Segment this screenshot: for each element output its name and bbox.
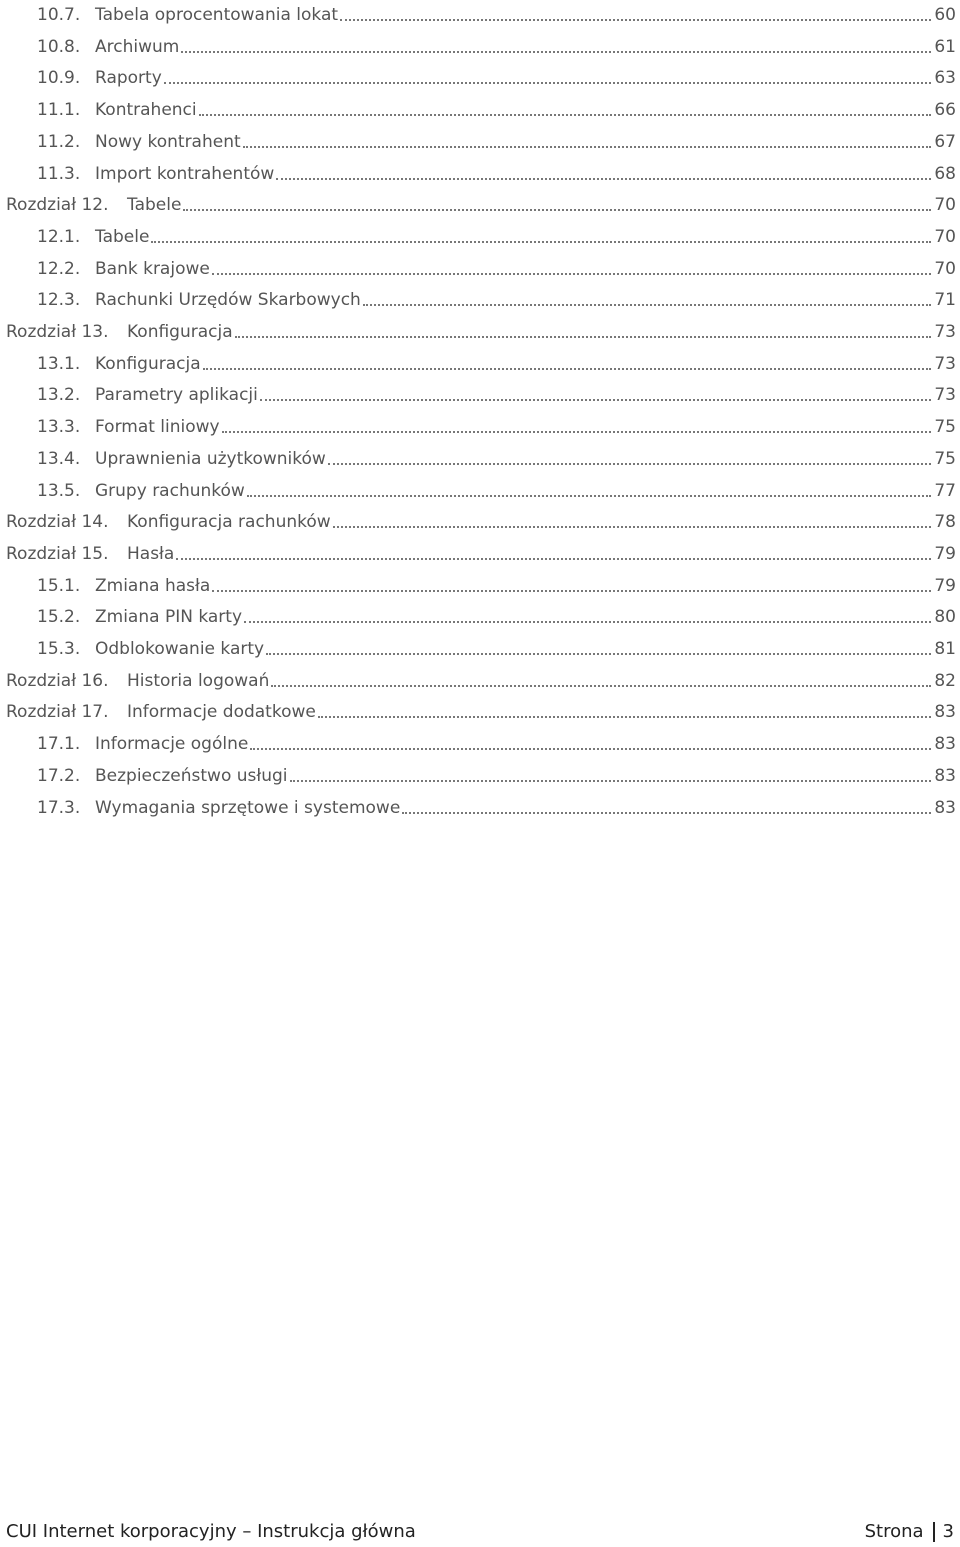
toc-row [0, 380, 960, 412]
toc-dot-leader [181, 51, 931, 53]
footer-page-indicator [865, 1518, 954, 1546]
toc-entry-number: 12.1. [37, 226, 81, 247]
toc-entry-title: Historia logowań [127, 670, 270, 691]
toc-row [0, 412, 960, 444]
toc-chapter-link[interactable] [6, 697, 956, 723]
toc-section-link[interactable] [37, 634, 956, 660]
footer-document-title: CUI Internet korporacyjny – Instrukcja główna [6, 1521, 416, 1542]
toc-row [0, 634, 960, 666]
toc-entry-title: Tabele [95, 226, 150, 247]
toc-entry-number: 11.3. [37, 163, 81, 184]
toc-entry-page: 80 [934, 607, 956, 628]
toc-row [0, 761, 960, 793]
toc-entry-title: Raporty [95, 68, 162, 89]
toc-row [0, 507, 960, 539]
toc-section-link[interactable] [37, 380, 956, 406]
toc-section-link[interactable] [37, 63, 956, 89]
toc-entry-title: Konfiguracja rachunków [127, 512, 331, 533]
toc-entry-number: 13.5. [37, 480, 81, 501]
toc-entry-number: 13.3. [37, 417, 81, 438]
toc-dot-leader [271, 685, 931, 687]
toc-entry-title: Nowy kontrahent [95, 131, 241, 152]
toc-row [0, 32, 960, 64]
toc-dot-leader [203, 368, 932, 370]
toc-dot-leader [290, 780, 932, 782]
toc-section-link[interactable] [37, 729, 956, 755]
toc-entry-number: 11.2. [37, 131, 81, 152]
toc-chapter-link[interactable] [6, 507, 956, 533]
toc-entry-page: 73 [934, 353, 956, 374]
toc-section-link[interactable] [37, 444, 956, 470]
toc-entry-number: 17.3. [37, 797, 81, 818]
toc-dot-leader [247, 495, 932, 497]
toc-dot-leader [243, 146, 932, 148]
toc-row [0, 697, 960, 729]
toc-entry-title: Konfiguracja [127, 322, 233, 342]
toc-section-link[interactable] [37, 159, 956, 185]
toc-dot-leader [266, 653, 931, 655]
toc-row [0, 539, 960, 571]
toc-entry-title: Kontrahenci [95, 100, 197, 121]
toc-entry-title: Informacje ogólne [95, 734, 249, 755]
toc-section-link[interactable] [37, 476, 956, 502]
toc-row [0, 729, 960, 761]
toc-row [0, 127, 960, 159]
toc-row [0, 349, 960, 381]
toc-dot-leader [164, 82, 932, 84]
toc-entry-number: Rozdział 12. [6, 195, 109, 216]
toc-entry-number: 13.2. [37, 385, 81, 406]
toc-dot-leader [318, 716, 932, 718]
toc-dot-leader [222, 431, 932, 433]
toc-entry-number: 15.3. [37, 639, 81, 659]
toc-dot-leader [176, 558, 931, 560]
toc-entry-title: Zmiana PIN karty [95, 607, 243, 628]
toc-entry-number: 12.2. [37, 258, 81, 279]
toc-dot-leader [244, 621, 931, 623]
toc-entry-page: 67 [934, 131, 956, 152]
toc-section-link[interactable] [37, 412, 956, 438]
toc-entry-number: Rozdział 16. [6, 670, 109, 691]
toc-entry-page: 79 [934, 543, 956, 564]
toc-entry-number: Rozdział 15. [6, 543, 109, 564]
toc-chapter-link[interactable] [6, 317, 956, 343]
toc-row [0, 95, 960, 127]
toc-row [0, 63, 960, 95]
toc-entry-page: 78 [934, 512, 956, 533]
toc-dot-leader [235, 336, 932, 338]
footer-page-label: Strona [864, 1521, 924, 1542]
toc-entry-number: 13.4. [37, 448, 81, 469]
toc-row [0, 222, 960, 254]
toc-section-link[interactable] [37, 349, 956, 375]
toc-entry-number: 15.2. [37, 607, 81, 628]
toc-dot-leader [183, 209, 931, 211]
toc-row [0, 571, 960, 603]
toc-entry-number: Rozdział 17. [6, 702, 109, 723]
toc-entry-page: 70 [934, 195, 956, 216]
toc-dot-leader [333, 526, 932, 528]
toc-entry-page: 66 [934, 100, 956, 121]
toc-row [0, 602, 960, 634]
toc-entry-number: 10.8. [37, 36, 81, 57]
toc-entry-page: 79 [934, 575, 956, 596]
toc-entry-page: 60 [934, 5, 956, 25]
toc-section-link[interactable] [37, 127, 956, 153]
toc-entry-title: Parametry aplikacji [95, 385, 258, 406]
toc-entry-page: 81 [934, 639, 956, 659]
toc-section-link[interactable] [37, 222, 956, 248]
toc-row [0, 254, 960, 286]
toc-entry-page: 83 [934, 765, 956, 786]
toc-entry-title: Tabele [127, 195, 182, 216]
toc-row [0, 285, 960, 317]
toc-entry-page: 83 [934, 702, 956, 723]
toc-dot-leader [212, 273, 932, 275]
footer-page-number: 3 [942, 1521, 954, 1542]
toc-section-link[interactable] [37, 602, 956, 628]
toc-dot-leader [199, 114, 932, 116]
toc-entry-page: 75 [934, 448, 956, 469]
toc-entry-page: 70 [934, 258, 956, 279]
toc-entry-page: 70 [934, 226, 956, 247]
toc-dot-leader [363, 304, 932, 306]
footer-separator [933, 1522, 935, 1542]
toc-row [0, 190, 960, 222]
toc-row [0, 159, 960, 191]
toc-entry-page: 73 [934, 385, 956, 406]
toc-dot-leader [276, 178, 931, 180]
toc-row [0, 444, 960, 476]
toc-entry-page: 71 [934, 290, 956, 311]
toc-entry-number: 12.3. [37, 290, 81, 311]
toc-dot-leader [402, 812, 931, 814]
toc-entry-number: 15.1. [37, 575, 81, 596]
toc-entry-title: Hasła [127, 543, 175, 564]
page-footer [0, 1518, 960, 1546]
toc-row [0, 793, 960, 825]
toc-section-link[interactable] [37, 32, 956, 58]
toc-chapter-link[interactable] [6, 190, 956, 216]
toc-entry-number: Rozdział 14. [6, 512, 109, 533]
toc-entry-page: 73 [934, 322, 956, 342]
toc-section-link[interactable] [37, 761, 956, 787]
toc-section-link[interactable] [37, 254, 956, 280]
toc-entry-number: 11.1. [37, 100, 81, 121]
toc-entry-title: Wymagania sprzętowe i systemowe [95, 797, 401, 818]
toc-entry-title: Bank krajowe [95, 258, 210, 279]
toc-row [0, 0, 960, 32]
toc-entry-page: 61 [934, 36, 956, 57]
toc-section-link[interactable] [37, 793, 956, 819]
toc-row [0, 317, 960, 349]
toc-section-link[interactable] [37, 95, 956, 121]
toc-entry-title: Informacje dodatkowe [127, 702, 316, 723]
toc-entry-title: Bezpieczeństwo usługi [95, 765, 288, 786]
toc-entry-page: 77 [934, 480, 956, 501]
toc-entry-title: Import kontrahentów [95, 163, 275, 184]
toc-row [0, 476, 960, 508]
toc-entry-page: 83 [934, 797, 956, 818]
toc-entry-title: Rachunki Urzędów Skarbowych [95, 290, 361, 311]
toc-entry-page: 83 [934, 734, 956, 755]
toc-entry-title: Odblokowanie karty [95, 639, 265, 659]
toc-entry-title: Grupy rachunków [95, 480, 245, 501]
toc-dot-leader [250, 748, 931, 750]
toc-entry-number: 13.1. [37, 353, 81, 374]
toc-chapter-link[interactable] [6, 539, 956, 565]
toc-entry-title: Uprawnienia użytkowników [95, 448, 326, 469]
toc-entry-number: 10.9. [37, 68, 81, 89]
toc-entry-number: 10.7. [37, 5, 81, 25]
toc-entry-title: Konfiguracja [95, 353, 201, 374]
toc-row [0, 666, 960, 698]
toc-entry-page: 82 [934, 670, 956, 691]
toc-dot-leader [212, 590, 931, 592]
toc-dot-leader [328, 463, 932, 465]
toc-entry-page: 63 [934, 68, 956, 89]
toc-section-link[interactable] [37, 285, 956, 311]
toc-dot-leader [260, 399, 931, 401]
toc-dot-leader [340, 19, 931, 21]
toc-section-link[interactable] [37, 571, 956, 597]
toc-entry-page: 75 [934, 417, 956, 438]
toc-entry-page: 68 [934, 163, 956, 184]
toc-entry-title: Zmiana hasła [95, 575, 211, 596]
toc-entry-title: Format liniowy [95, 417, 220, 438]
toc-entry-number: Rozdział 13. [6, 322, 109, 342]
toc-chapter-link[interactable] [6, 666, 956, 692]
toc-dot-leader [151, 241, 931, 243]
toc-entry-title: Tabela oprocentowania lokat [95, 5, 339, 25]
toc-entry-title: Archiwum [95, 36, 180, 57]
toc-entry-number: 17.1. [37, 734, 81, 755]
toc-section-link[interactable] [37, 0, 956, 26]
toc-entry-number: 17.2. [37, 765, 81, 786]
